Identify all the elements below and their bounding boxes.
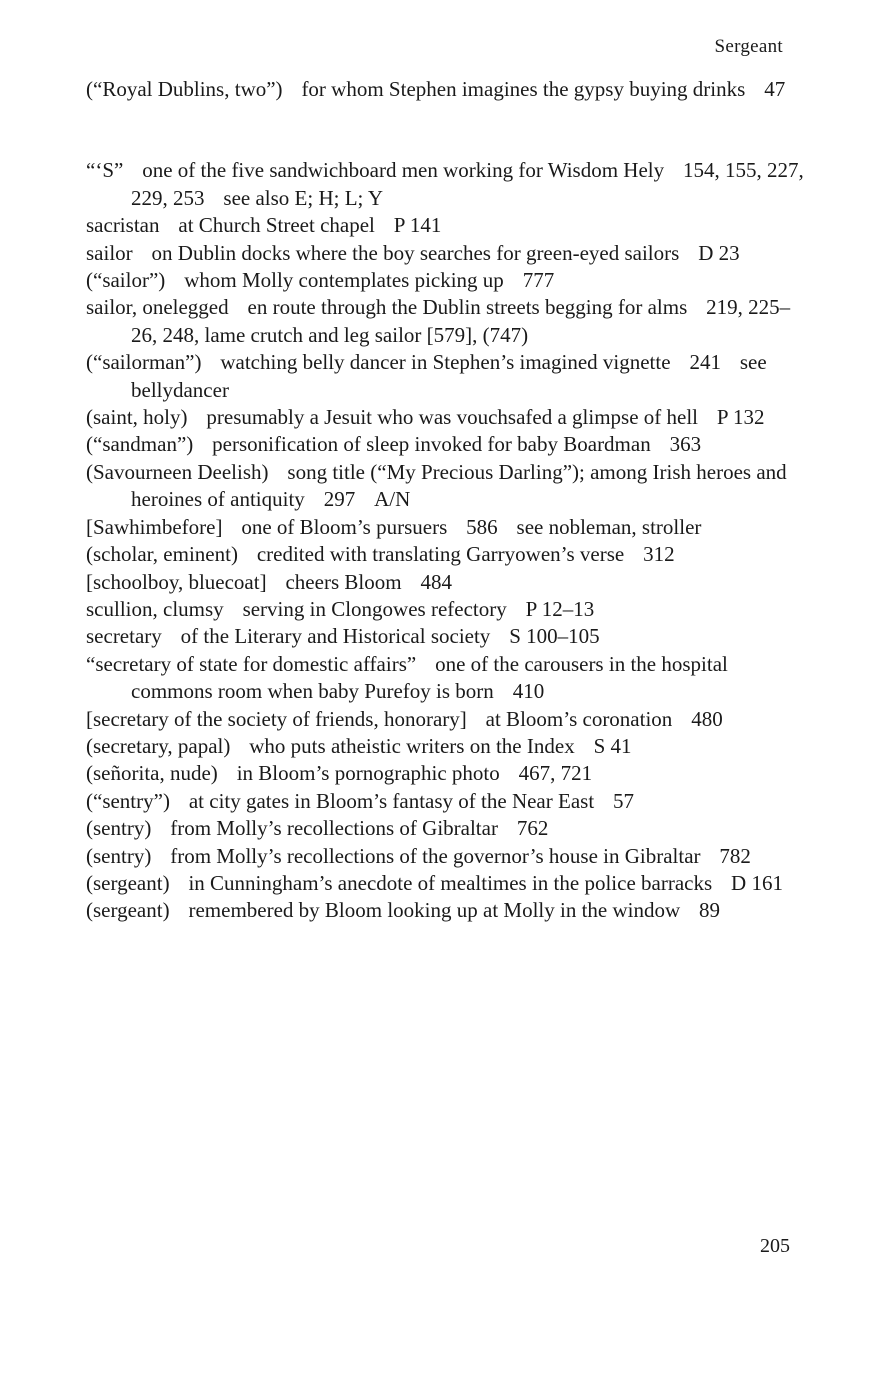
entry-refs: 89 xyxy=(699,898,721,923)
entry-description: cheers Bloom xyxy=(285,569,402,594)
index-entry xyxy=(86,294,806,349)
entry-refs: 782 xyxy=(719,843,751,868)
entry-description: whom Molly contemplates picking up xyxy=(184,268,504,293)
entry-description: remembered by Bloom looking up at Molly in the window xyxy=(188,898,681,923)
entry-description: in Cunningham’s anecdote of mealtimes in the police barracks xyxy=(188,870,713,895)
entry-refs: 57 xyxy=(613,788,635,813)
index-entry xyxy=(86,240,806,267)
entry-refs: 312 xyxy=(643,542,675,567)
entry-term: (sergeant) xyxy=(86,898,170,923)
index-entry xyxy=(86,623,806,650)
entry-term: secretary xyxy=(86,624,162,649)
entry-term: “‘S” xyxy=(86,158,124,183)
entry-description: presumably a Jesuit who was vouchsafed a glimpse of hell xyxy=(206,405,699,430)
entry-term: sailor xyxy=(86,240,133,265)
index-entry xyxy=(86,815,806,842)
entry-refs: P 12–13 xyxy=(525,596,595,621)
entry-refs: 586 xyxy=(466,514,498,539)
entry-description: at city gates in Bloom’s fantasy of the Near East xyxy=(188,788,595,813)
index-entry xyxy=(86,157,806,212)
index-entry xyxy=(86,596,806,623)
entry-refs: 410 xyxy=(512,679,545,704)
entry-description: in Bloom’s pornographic photo xyxy=(236,761,500,786)
entry-term: [secretary of the society of friends, honorary] xyxy=(86,706,467,731)
entry-refs: 480 xyxy=(691,706,723,731)
index-entry xyxy=(86,733,806,760)
entry-description: of the Literary and Historical society xyxy=(180,624,491,649)
entry-term: sailor, onelegged xyxy=(86,295,229,320)
index-entry xyxy=(86,541,806,568)
entry-term: “secretary of state for domestic affairs” xyxy=(86,651,417,676)
entry-term: (Savourneen Deelish) xyxy=(86,459,269,484)
entry-cross-ref: see nobleman, stroller xyxy=(516,514,702,539)
entry-description: watching belly dancer in Stephen’s imagined vignette xyxy=(220,350,671,375)
entry-refs: S 100–105 xyxy=(509,624,600,649)
index-entry xyxy=(86,514,806,541)
index-entry xyxy=(86,843,806,870)
entry-description: who puts atheistic writers on the Index xyxy=(249,733,575,758)
entry-refs: 363 xyxy=(669,432,702,457)
entry-term: (“sailor”) xyxy=(86,268,166,293)
entry-description: one of the five sandwichboard men working for Wisdom Hely xyxy=(142,158,665,183)
entry-description: on Dublin docks where the boy searches for green-eyed sailors xyxy=(151,240,680,265)
entry-term: (saint, holy) xyxy=(86,405,188,430)
entry-term: scullion, clumsy xyxy=(86,596,224,621)
entry-description: song title (“My Precious Darling”); among Irish heroes and heroines of antiquity xyxy=(131,459,787,512)
index-entry xyxy=(86,760,806,787)
page-number: 205 xyxy=(760,1235,790,1257)
entry-refs: P 132 xyxy=(716,405,765,430)
entry-term: (sergeant) xyxy=(86,870,170,895)
index-entry xyxy=(86,651,806,706)
index-entry xyxy=(86,404,806,431)
entry-description: at Bloom’s coronation xyxy=(485,706,673,731)
index-entry xyxy=(86,212,806,239)
entry-description: for whom Stephen imagines the gypsy buying drinks xyxy=(301,77,746,101)
entry-description: from Molly’s recollections of the governor’s house in Gibraltar xyxy=(170,843,701,868)
index-entry xyxy=(86,459,806,514)
entry-refs: P 141 xyxy=(393,213,442,238)
entry-term: (señorita, nude) xyxy=(86,761,218,786)
entry-term: (“Royal Dublins, two”) xyxy=(86,77,283,101)
entry-term: sacristan xyxy=(86,213,160,238)
index-entry xyxy=(86,870,806,897)
index-entry xyxy=(86,349,806,404)
entry-refs: 219, 225–26, 248, lame crutch and leg sailor [579], (747) xyxy=(131,295,791,347)
entry-term: (secretary, papal) xyxy=(86,733,231,758)
entry-refs: 297 xyxy=(323,487,356,512)
index-entry xyxy=(86,788,806,815)
entry-description: one of the carousers in the hospital commons room when baby Purefoy is born xyxy=(131,651,728,704)
entry-description: serving in Clongowes refectory xyxy=(242,596,507,621)
entry-refs: 484 xyxy=(420,569,452,594)
index-entry xyxy=(86,76,806,103)
entry-term: [Sawhimbefore] xyxy=(86,514,223,539)
entry-refs: 154, 155, 227, 229, 253 xyxy=(131,158,804,210)
entry-description: en route through the Dublin streets begging for alms xyxy=(247,295,688,320)
index-entry xyxy=(86,569,806,596)
entry-term: (sentry) xyxy=(86,816,152,841)
entry-refs: 762 xyxy=(516,816,549,841)
entry-refs: S 41 xyxy=(593,733,632,758)
entry-refs: D 23 xyxy=(698,240,740,265)
index-entries xyxy=(86,76,806,925)
running-head: Sergeant xyxy=(714,36,783,57)
entry-cross-ref: A/N xyxy=(374,487,411,512)
entry-term: [schoolboy, bluecoat] xyxy=(86,569,267,594)
index-entry xyxy=(86,706,806,733)
entry-description: at Church Street chapel xyxy=(178,213,375,238)
entry-term: (“sentry”) xyxy=(86,788,170,813)
index-entry xyxy=(86,431,806,458)
entry-description: one of Bloom’s pursuers xyxy=(241,514,448,539)
entry-cross-ref: see also E; H; L; Y xyxy=(223,185,383,210)
entry-refs: 467, 721 xyxy=(518,761,593,786)
entry-refs: 777 xyxy=(522,268,555,293)
entry-term: (sentry) xyxy=(86,843,152,868)
entry-term: (“sandman”) xyxy=(86,432,194,457)
entry-description: credited with translating Garryowen’s verse xyxy=(256,542,625,567)
entry-description: from Molly’s recollections of Gibraltar xyxy=(170,816,498,841)
entry-term: (“sailorman”) xyxy=(86,350,202,375)
entry-refs: 241 xyxy=(689,350,721,375)
index-entry xyxy=(86,267,806,294)
entry-term: (scholar, eminent) xyxy=(86,542,238,567)
index-entry xyxy=(86,897,806,924)
entry-refs: 47 xyxy=(764,77,786,101)
entry-cross-ref: see bellydancer xyxy=(131,350,767,402)
entry-description: personification of sleep invoked for baby Boardman xyxy=(212,432,651,457)
entry-refs: D 161 xyxy=(731,870,783,895)
